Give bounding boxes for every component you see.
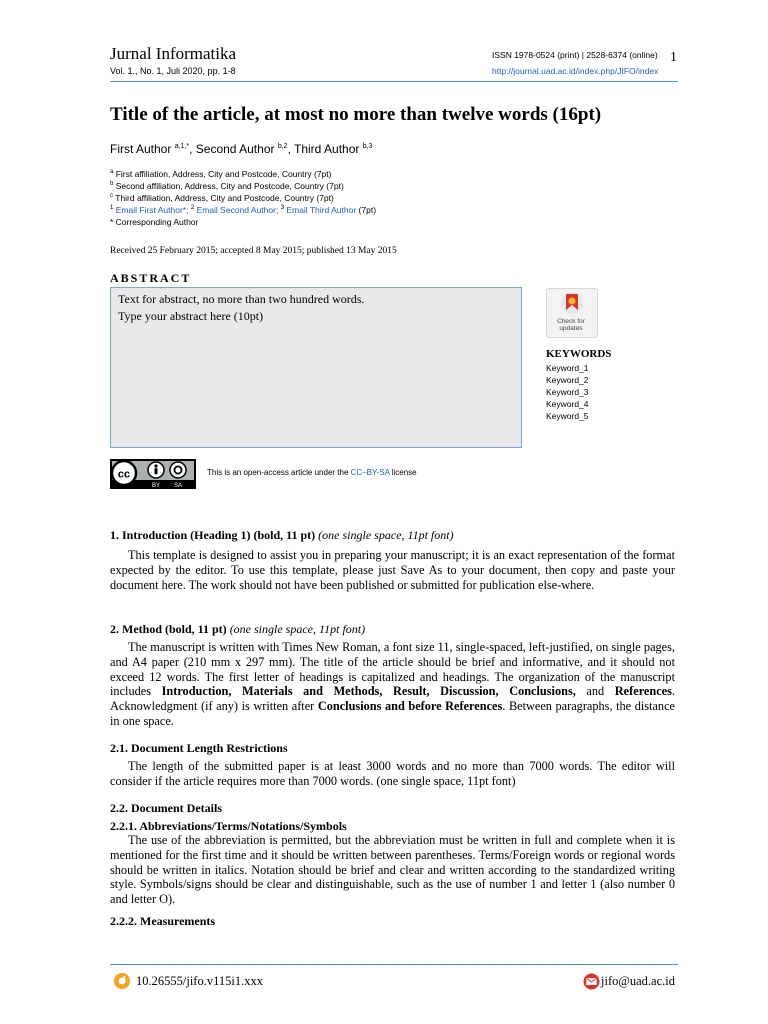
document-details-heading: 2.2. Document Details [110,801,222,815]
method-heading [110,622,365,637]
volume-line: Vol. 1., No. 1, Juli 2020, pp. 1-8 [110,66,236,76]
introduction-heading-note: (one single space, 11pt font) [318,528,454,542]
svg-text:cc: cc [117,468,131,481]
affiliation-b [110,181,344,191]
keywords-heading: KEYWORDS [546,348,612,360]
measurements-heading: 2.2.2. Measurements [110,914,216,928]
affiliation-b-text: Second affiliation, Address, City and Postcode, Country (7pt) [115,181,344,191]
article-title: Title of the article, at most no more than twelve words (16pt) [110,104,602,125]
abstract-text-line-1: Text for abstract, no more than two hundred words. [118,292,365,306]
affiliation-a-sup: a [110,169,114,176]
introduction-heading [110,528,454,543]
method-text-3: . Acknowledgment (if any) is written after [110,684,676,714]
badge-sa-label: SA [173,483,183,489]
document-length-paragraph: The length of the submitted paper is at least 3000 words and no more than 7000 words. The editor will consider if the article requires more than 7000 words. (one single space, 11pt font) [110,759,675,788]
author-1-sup: a,1,* [174,143,190,150]
license-suffix: license [389,468,417,477]
email-third-author-link[interactable]: Email Third Author [286,205,357,215]
method-bold-references: References [614,684,672,699]
header-divider [110,81,678,82]
email-first-author-link[interactable]: Email First Author*; [115,205,189,215]
document-length-heading: 2.1. Document Length Restrictions [110,741,288,755]
author-2-sup: b,2 [277,143,288,150]
bookmark-icon [547,289,597,319]
license-statement [207,468,417,477]
cc-by-sa-icon [110,459,196,489]
check-for-updates-label [546,318,596,332]
abstract-heading: ABSTRACT [110,271,192,285]
affiliation-c-sup: c [110,193,113,200]
keyword-item: Keyword_2 [546,375,589,385]
introduction-heading-text: 1. Introduction (Heading 1) (bold, 11 pt) [110,528,316,542]
affiliation-a-text: First affiliation, Address, City and Postcode, Country (7pt) [115,169,332,179]
doi-icon [114,973,130,989]
keyword-item: Keyword_1 [546,363,589,373]
email-2-sup: 2 [190,205,195,212]
method-text-1: The manuscript is written with Times New Roman, a font size 11, single-spaced, left-justified, on single pages, and A4 paper (210 mm x 297 mm). The title of the article should be brief and informative, and it should not exceed 12 words. The first letter of headings is capitalized and headings. The organization of the manuscript includes [110,640,675,699]
method-text-2: and [575,684,615,699]
keyword-item: Keyword_5 [546,411,589,421]
author-1: First Author [110,142,175,156]
check-label-line-1: Check for [557,318,585,325]
method-bold-sections: Introduction, Materials and Methods, Result, Discussion, Conclusions, [161,684,576,699]
footer-divider [110,964,678,965]
email-icon [582,973,601,990]
email-size-note: (7pt) [358,205,377,215]
license-prefix: This is an open-access article under the [207,468,351,477]
introduction-paragraph: This template is designed to assist you in preparing your manuscript; it is an exact representation of the format expected by the editor. To use this template, please just Save As to your document, then copy and paste your document here. The work should not have been published or submitted for publication else-where. [110,548,675,592]
check-label-line-2: updates [559,325,583,332]
affiliation-c [110,193,334,203]
cc-by-sa-link[interactable]: CC–BY-SA [350,468,390,477]
abbreviations-heading: 2.2.1. Abbreviations/Terms/Notations/Symbols [110,819,347,833]
page-number: 1 [670,50,677,65]
journal-email-link[interactable]: jifo@uad.ac.id [601,974,675,988]
author-3: , Third Author [287,142,363,156]
affiliation-a [110,169,331,179]
author-2: , Second Author [189,142,278,156]
doi-glyph [114,973,130,989]
method-bold-conclusions: Conclusions and before References [317,699,503,714]
cc-by-sa-badge[interactable] [110,459,196,489]
issn: ISSN 1978-0524 (print) | 2528-6374 (online) [492,50,658,60]
journal-name: Jurnal Informatika [110,44,237,63]
author-list [110,142,372,156]
badge-by-label: BY [151,483,161,489]
author-emails [110,205,376,215]
abstract-text-line-2: Type your abstract here (10pt) [118,309,264,323]
affiliation-c-text: Third affiliation, Address, City and Postcode, Country (7pt) [115,193,334,203]
email-1-sup: 1 [110,205,114,212]
journal-url-link[interactable]: http://journal.uad.ac.id/index.php/JIFO/index [492,66,659,76]
received-dates: Received 25 February 2015; accepted 8 May 2015; published 13 May 2015 [110,246,397,256]
doi-link[interactable]: 10.26555/jifo.v115i1.xxx [136,974,263,988]
method-heading-text: 2. Method (bold, 11 pt) [110,622,227,636]
affiliation-b-sup: b [110,181,114,188]
method-text-4: . Between paragraphs, the distance in one space. [110,699,675,728]
author-3-sup: b,3 [362,143,373,150]
email-second-author-link[interactable]: Email Second Author; [196,205,279,215]
corresponding-author-note: * Corresponding Author [110,217,199,227]
email-3-sup: 3 [280,205,285,212]
keyword-item: Keyword_4 [546,399,589,409]
abbreviations-paragraph: The use of the abbreviation is permitted, but the abbreviation must be written in full and complete when it is mentioned for the first time and it should be written between parentheses. Terms/Foreign words or regional words should be written in italics. Notation should be brief and clear and written according to the standardized writing style. Symbols/signs should be clear and distinguishable, such as the use of number 1 and letter 1 (also number 0 and letter O). [110,833,675,907]
keyword-item: Keyword_3 [546,387,589,397]
method-paragraph [110,640,675,729]
method-heading-note: (one single space, 11pt font) [229,622,366,636]
